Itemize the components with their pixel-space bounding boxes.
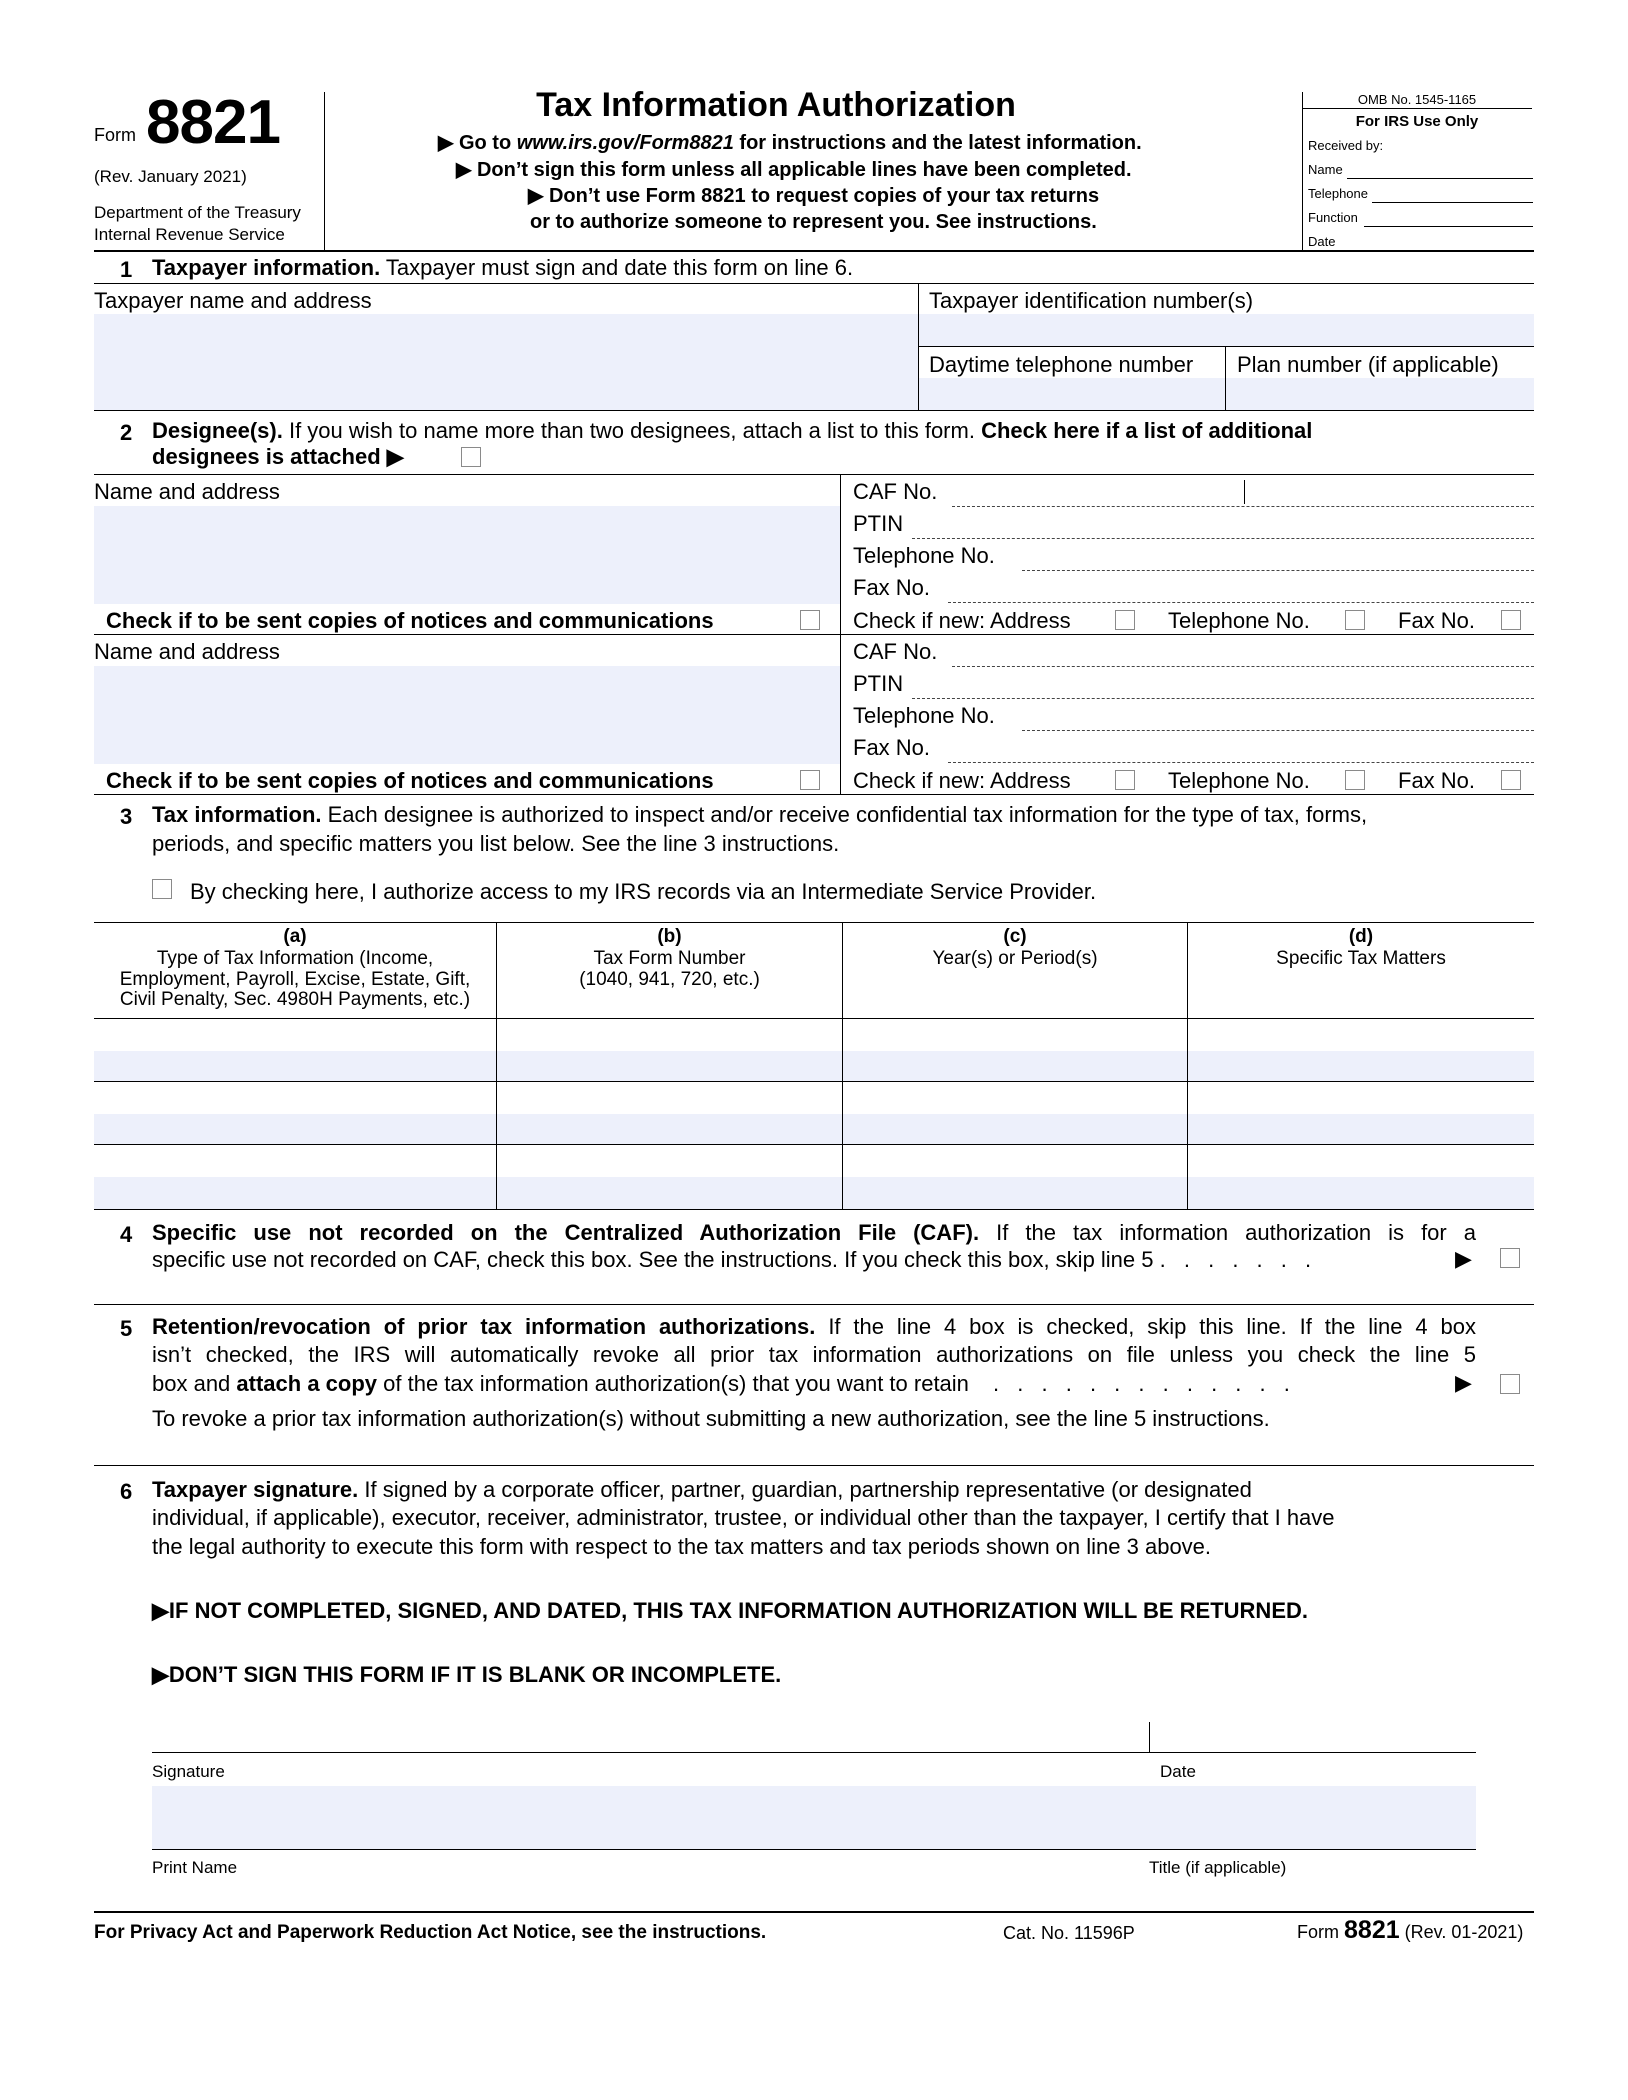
designee2-new-fax-checkbox[interactable]: [1501, 770, 1521, 790]
line5-text-3b: attach a copy: [236, 1371, 378, 1396]
col-a-line1: Type of Tax Information (Income,: [156, 948, 434, 969]
line5-text-3: [152, 1373, 1296, 1395]
designee2-divider: [840, 634, 841, 794]
instruction-dont-use-1: [528, 186, 1099, 206]
print-name-rule: [152, 1849, 1476, 1850]
designee2-check-new-label: Check if new: Address: [853, 768, 1071, 793]
line1-rule: [94, 283, 1534, 284]
form-title: Tax Information Authorization: [536, 86, 1016, 124]
plan-number-label: Plan number (if applicable): [1237, 352, 1499, 377]
designee2-caf-field[interactable]: [952, 666, 1534, 667]
line1-heading: [152, 257, 853, 279]
designee2-new-telephone-checkbox[interactable]: [1345, 770, 1365, 790]
footer-form-id: [1297, 1918, 1523, 1943]
irs-telephone-label: Telephone: [1308, 186, 1368, 201]
line4-text-2: [152, 1249, 1317, 1271]
line1-title: Taxpayer information.: [152, 255, 381, 280]
line5-text-1: [152, 1313, 1476, 1341]
line6-text-1-body: If signed by a corporate officer, partner, guardian, partnership representative (or designated: [364, 1477, 1252, 1502]
arrow-right-icon: ▶: [438, 132, 454, 154]
table-header-rule: [94, 1018, 1534, 1019]
received-by-label: Received by:: [1308, 138, 1384, 153]
line1-bottom-rule: [94, 410, 1534, 411]
designee1-new-telephone-checkbox[interactable]: [1345, 610, 1365, 630]
designee2-send-copies-label: Check if to be sent copies of notices and communications: [106, 768, 714, 793]
irs-use-only: For IRS Use Only: [1355, 113, 1479, 130]
col-b-line1: Tax Form Number: [593, 948, 746, 969]
designee1-bottom-rule: [94, 634, 1534, 635]
col-a-header: [94, 926, 496, 1010]
irs-telephone-line[interactable]: [1372, 202, 1533, 203]
col-c-line1: Year(s) or Period(s): [932, 948, 1098, 969]
catalog-number: Cat. No. 11596P: [1003, 1923, 1135, 1943]
arrow-right-icon: ▶: [1455, 1246, 1472, 1271]
designee2-ptin-field[interactable]: [912, 698, 1534, 699]
line4-dots: . . . . . . .: [1159, 1247, 1318, 1272]
line1-number: 1: [120, 257, 133, 282]
line6-text-2: individual, if applicable), executor, receiver, administrator, trustee, or individual other than the taxpayer, I certify that I have: [152, 1505, 1335, 1530]
line5-checkbox[interactable]: [1500, 1374, 1520, 1394]
privacy-notice: For Privacy Act and Paperwork Reduction Act Notice, see the instructions.: [94, 1922, 767, 1943]
designee2-telephone-field[interactable]: [1022, 730, 1534, 731]
line2-check-bold-1: Check here if a list of additional: [981, 418, 1313, 443]
instruction-dont-sign-text: Don’t sign this form unless all applicable lines have been completed.: [476, 159, 1132, 181]
line5-text-4: To revoke a prior tax information authorization(s) without submitting a new authorization, see the line 5 instructions.: [152, 1406, 1270, 1431]
date-label: Date: [1160, 1762, 1196, 1781]
designee2-ptin-label: PTIN: [853, 671, 904, 696]
agency: Internal Revenue Service: [94, 225, 285, 244]
arrow-right-icon: ▶: [152, 1662, 169, 1687]
instruction-go: [438, 133, 1142, 153]
line6-text-3: the legal authority to execute this form with respect to the tax matters and tax periods shown on line 3 above.: [152, 1534, 1212, 1559]
designee1-telephone-field[interactable]: [1022, 570, 1534, 571]
isp-checkbox[interactable]: [152, 879, 172, 899]
taxpayer-name-label: Taxpayer name and address: [94, 288, 372, 313]
signature-date-divider: [1149, 1722, 1150, 1752]
col-d-header: [1188, 926, 1534, 970]
line5-number: 5: [120, 1316, 133, 1341]
instruction-go-suffix: for instructions and the latest information.: [739, 132, 1142, 154]
plan-number-field[interactable]: [1226, 378, 1534, 410]
line6-warning-1: [152, 1600, 1308, 1622]
instruction-dont-sign: [456, 160, 1132, 180]
instruction-dont-use-1-text: Don’t use Form 8821 to request copies of your tax returns: [548, 185, 1100, 207]
line2-heading: [152, 420, 1312, 442]
line6-warning-2-text: DON’T SIGN THIS FORM IF IT IS BLANK OR INCOMPLETE.: [168, 1662, 782, 1687]
instruction-go-prefix: Go to: [458, 132, 512, 154]
designee1-caf-field[interactable]: [952, 506, 1534, 507]
irs-name-line[interactable]: [1347, 178, 1533, 179]
line5-bottom-rule: [94, 1465, 1534, 1466]
arrow-right-icon: ▶: [152, 1598, 169, 1623]
form-label: Form: [94, 125, 136, 145]
table-row-2[interactable]: [94, 1114, 1534, 1144]
designee2-new-telephone-label: Telephone No.: [1168, 768, 1310, 793]
irs-function-line[interactable]: [1364, 226, 1533, 227]
revision-date: (Rev. January 2021): [94, 167, 247, 186]
line5-dots: . . . . . . . . . . . . .: [993, 1371, 1296, 1396]
line3-heading: [152, 804, 1367, 826]
tin-rule: [918, 346, 1534, 347]
designee1-fax-field[interactable]: [948, 602, 1534, 603]
footer-form-rev: (Rev. 01-2021): [1404, 1922, 1524, 1942]
line4-checkbox[interactable]: [1500, 1248, 1520, 1268]
form-number: 8821: [146, 88, 280, 157]
signature-label: Signature: [152, 1762, 225, 1781]
col-d-letter: (d): [1348, 926, 1374, 947]
table-col-divider-2: [842, 922, 843, 1209]
line1-text: Taxpayer must sign and date this form on line 6.: [385, 255, 854, 280]
designee2-name-label: Name and address: [94, 639, 280, 664]
designee1-fax-label: Fax No.: [853, 575, 931, 600]
line2-check-bold-2: designees is attached: [152, 444, 381, 469]
arrow-right-icon: ▶: [528, 185, 544, 207]
line5-title: Retention/revocation of prior tax information authorizations.: [152, 1314, 816, 1339]
tin-field[interactable]: [919, 314, 1534, 346]
table-bottom-rule: [94, 1209, 1534, 1210]
designee1-divider: [840, 474, 841, 634]
line2-title: Designee(s).: [152, 418, 283, 443]
designee2-bottom-rule: [94, 794, 1534, 795]
col-a-line3: Civil Penalty, Sec. 4980H Payments, etc.): [119, 989, 471, 1010]
designee1-check-new-label: Check if new: Address: [853, 608, 1071, 633]
instruction-url[interactable]: www.irs.gov/Form8821: [516, 132, 734, 154]
designee1-caf-label: CAF No.: [853, 479, 938, 504]
line4-bottom-rule: [94, 1304, 1534, 1305]
line2-number: 2: [120, 420, 133, 445]
designee1-new-telephone-label: Telephone No.: [1168, 608, 1310, 633]
designee1-name-label: Name and address: [94, 479, 280, 504]
additional-designees-checkbox[interactable]: [461, 447, 481, 467]
irs-function-label: Function: [1308, 210, 1358, 225]
designee2-caf-label: CAF No.: [853, 639, 938, 664]
col-c-header: [843, 926, 1187, 970]
signature-date-field[interactable]: [1150, 1722, 1476, 1752]
omb-divider: [1302, 108, 1532, 109]
designee1-name-field[interactable]: [94, 506, 840, 604]
designee2-send-copies-checkbox[interactable]: [800, 770, 820, 790]
signature-rule: [152, 1752, 1476, 1753]
isp-label: By checking here, I authorize access to my IRS records via an Intermediate Service Provider.: [190, 879, 1097, 904]
line5-text-1-body: If the line 4 box is checked, skip this line. If the line 4 box: [828, 1314, 1477, 1339]
department: Department of the Treasury: [94, 203, 301, 222]
footer-form-number: 8821: [1344, 1916, 1400, 1944]
title-label: Title (if applicable): [1149, 1858, 1287, 1877]
line3-text-2: periods, and specific matters you list below. See the line 3 instructions.: [152, 831, 840, 856]
line5-text-3a: box and: [152, 1371, 231, 1396]
col-d-line1: Specific Tax Matters: [1276, 948, 1446, 969]
line4-title: Specific use not recorded on the Centralized Authorization File (CAF).: [152, 1220, 980, 1245]
irs-name-label: Name: [1308, 162, 1343, 177]
col-b-header: [497, 926, 842, 990]
table-row-3[interactable]: [94, 1177, 1534, 1209]
line5-text-3c: of the tax information authorization(s) that you want to retain: [383, 1371, 969, 1396]
designee1-new-fax-checkbox[interactable]: [1501, 610, 1521, 630]
designee1-new-address-checkbox[interactable]: [1115, 610, 1135, 630]
line3-title: Tax information.: [152, 802, 322, 827]
col-b-line2: (1040, 941, 720, etc.): [579, 969, 760, 990]
col-a-letter: (a): [283, 926, 307, 947]
designee1-new-fax-label: Fax No.: [1398, 608, 1476, 633]
line2-rule: [94, 474, 1534, 475]
arrow-right-icon: ▶: [1455, 1370, 1472, 1395]
print-name-label: Print Name: [152, 1858, 238, 1877]
col-c-letter: (c): [1003, 926, 1027, 947]
designee1-send-copies-label: Check if to be sent copies of notices and communications: [106, 608, 714, 633]
designee1-ptin-label: PTIN: [853, 511, 904, 536]
designee2-new-fax-label: Fax No.: [1398, 768, 1476, 793]
taxpayer-name-field[interactable]: [94, 314, 918, 410]
line3-table-top: [94, 922, 1534, 923]
table-row-rule-1: [94, 1081, 1534, 1082]
footer-form-word: Form: [1297, 1922, 1339, 1942]
col-a-line2: Employment, Payroll, Excise, Estate, Gift,: [119, 969, 471, 990]
arrow-right-icon: ▶: [456, 159, 472, 181]
line4-text-1: [152, 1219, 1476, 1247]
line2-text: If you wish to name more than two designees, attach a list to this form.: [288, 418, 975, 443]
designee1-ptin-field[interactable]: [912, 538, 1534, 539]
table-col-divider-3: [1187, 922, 1188, 1209]
table-col-divider-1: [496, 922, 497, 1209]
designee2-new-address-checkbox[interactable]: [1115, 770, 1135, 790]
line6-number: 6: [120, 1479, 133, 1504]
line6-text-1: [152, 1479, 1252, 1501]
tin-label: Taxpayer identification number(s): [929, 288, 1254, 313]
omb-number: OMB No. 1545-1165: [1357, 92, 1477, 107]
table-row-1[interactable]: [94, 1051, 1534, 1081]
line6-warning-2: [152, 1664, 781, 1686]
signature-field[interactable]: [152, 1722, 1148, 1752]
line4-text-1-body: If the tax information authorization is for a: [996, 1220, 1476, 1245]
line4-text-2-body: specific use not recorded on CAF, check this box. See the instructions. If you check this box, skip line 5: [152, 1247, 1154, 1272]
line6-title: Taxpayer signature.: [152, 1477, 359, 1502]
designee1-send-copies-checkbox[interactable]: [800, 610, 820, 630]
designee2-fax-label: Fax No.: [853, 735, 931, 760]
arrow-right-icon: ▶: [386, 444, 404, 469]
daytime-phone-field[interactable]: [919, 378, 1225, 410]
footer-rule: [94, 1911, 1534, 1913]
print-name-field[interactable]: [152, 1786, 1476, 1849]
line5-text-2: isn’t checked, the IRS will automatically revoke all prior tax information authorizations on file unless you check the line 5: [152, 1342, 1476, 1367]
irs-date-label: Date: [1308, 234, 1336, 249]
col-b-letter: (b): [657, 926, 682, 947]
line3-number: 3: [120, 804, 133, 829]
designee2-telephone-label: Telephone No.: [853, 703, 995, 728]
designee1-caf-tick: [1244, 480, 1245, 504]
designee2-fax-field[interactable]: [948, 762, 1534, 763]
designee1-telephone-label: Telephone No.: [853, 543, 995, 568]
line3-text-1: Each designee is authorized to inspect and/or receive confidential tax information for the type of tax, forms,: [327, 802, 1368, 827]
instruction-dont-use-2: or to authorize someone to represent you. See instructions.: [530, 211, 1097, 233]
designee2-name-field[interactable]: [94, 666, 840, 764]
header-bottom-rule: [94, 250, 1534, 252]
line2-check-line-2: [152, 446, 404, 468]
line4-number: 4: [120, 1222, 133, 1247]
daytime-phone-label: Daytime telephone number: [929, 352, 1194, 377]
line6-warning-1-text: IF NOT COMPLETED, SIGNED, AND DATED, THIS TAX INFORMATION AUTHORIZATION WILL BE RETURNED.: [168, 1598, 1308, 1623]
table-row-rule-2: [94, 1144, 1534, 1145]
